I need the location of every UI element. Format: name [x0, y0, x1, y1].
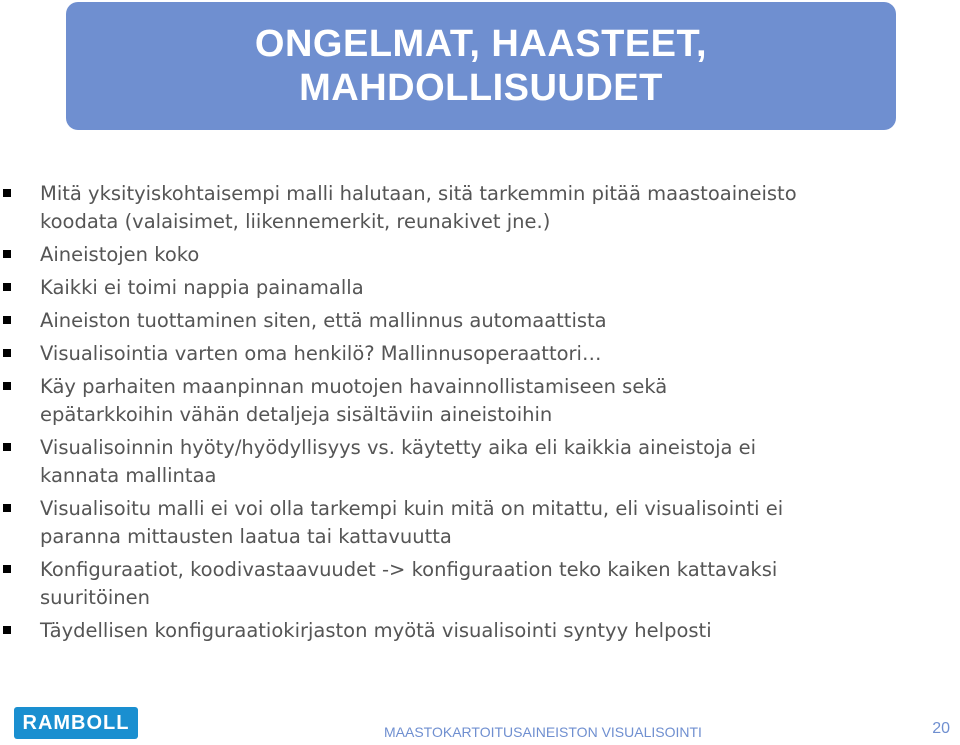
bullet-text: koodata (valaisimet, liikennemerkit, reunakivet jne.): [40, 210, 551, 233]
bullet-item: [0, 307, 960, 335]
bullet-item: [0, 617, 960, 645]
bullet-text: Käy parhaiten maanpinnan muotojen havainnollistamiseen sekä: [40, 375, 668, 398]
bullet-text: Aineiston tuottaminen siten, että mallinnus automaattista: [40, 309, 607, 332]
bullet-square-icon: [3, 382, 11, 390]
bullet-text: suuritöinen: [40, 586, 151, 609]
page-number: 20: [932, 720, 950, 737]
bullet-text: Täydellisen konfiguraatiokirjaston myötä visualisointi syntyy helposti: [40, 619, 712, 642]
bullet-text: kannata mallintaa: [40, 464, 217, 487]
bullet-square-icon: [3, 349, 11, 357]
bullet-text: Aineistojen koko: [40, 243, 200, 266]
bullet-item: [0, 495, 960, 551]
bullet-square-icon: [3, 504, 11, 512]
bullet-text: Visualisoinnin hyöty/hyödyllisyys vs. käytetty aika eli kaikkia aineistoja ei: [40, 436, 757, 459]
bullet-square-icon: [3, 316, 11, 324]
bullet-square-icon: [3, 565, 11, 573]
bullet-item: [0, 180, 960, 236]
logo-text: RAMBOLL: [22, 711, 130, 734]
bullet-item: [0, 340, 960, 368]
bullet-square-icon: [3, 283, 11, 291]
bullet-square-icon: [3, 626, 11, 634]
title-line-1: ONGELMAT, HAASTEET,: [254, 23, 708, 65]
footer-title: MAASTOKARTOITUSAINEISTON VISUALISOINTI: [384, 724, 702, 740]
title-box: [66, 2, 896, 130]
bullet-square-icon: [3, 250, 11, 258]
title-line-2: MAHDOLLISUUDET: [299, 67, 663, 109]
bullet-square-icon: [3, 443, 11, 451]
bullet-item: [0, 274, 960, 302]
bullet-text: epätarkkoihin vähän detaljeja sisältäviin aineistoihin: [40, 403, 553, 426]
bullet-item: [0, 241, 960, 269]
bullet-list: [0, 180, 960, 650]
bullet-text: Visualisoitu malli ei voi olla tarkempi kuin mitä on mitattu, eli visualisointi ei: [40, 497, 784, 520]
bullet-text: Konfiguraatiot, koodivastaavuudet -> konfiguraation teko kaiken kattavaksi: [40, 558, 778, 581]
bullet-item: [0, 373, 960, 429]
bullet-item: [0, 434, 960, 490]
bullet-text: paranna mittausten laatua tai kattavuutta: [40, 525, 452, 548]
slide-title: [201, 22, 761, 110]
bullet-text: Visualisointia varten oma henkilö? Mallinnusoperaattori…: [40, 342, 602, 365]
bullet-text: Mitä yksityiskohtaisempi malli halutaan, sitä tarkemmin pitää maastoaineisto: [40, 182, 797, 205]
ramboll-logo: [14, 707, 138, 739]
bullet-item: [0, 556, 960, 612]
bullet-text: Kaikki ei toimi nappia painamalla: [40, 276, 364, 299]
bullet-square-icon: [3, 189, 11, 197]
